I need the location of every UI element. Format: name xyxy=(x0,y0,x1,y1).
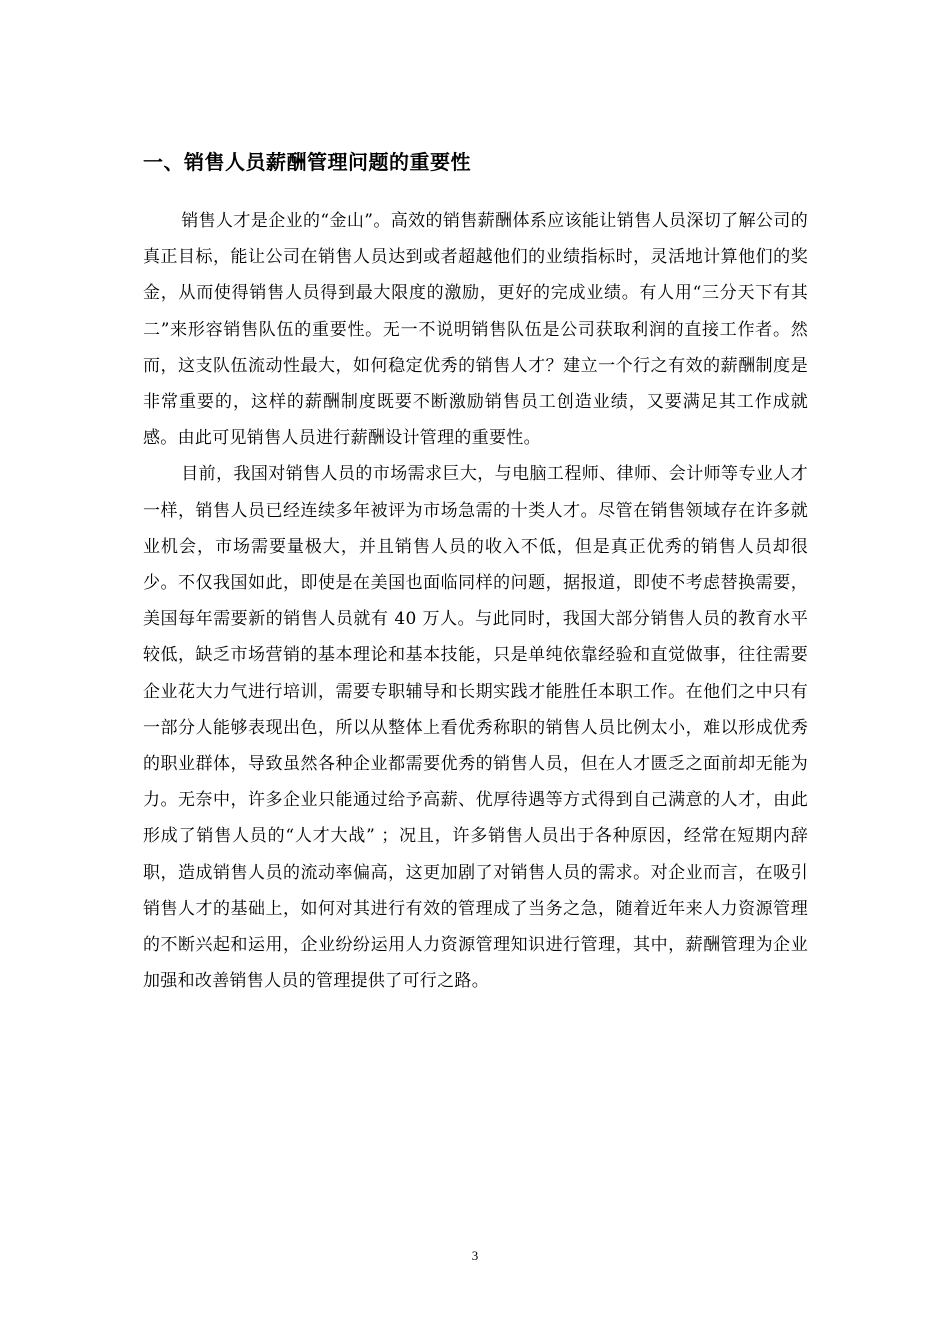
page-number: 3 xyxy=(471,1248,479,1263)
paragraph-2: 目前，我国对销售人员的市场需求巨大，与电脑工程师、律师、会计师等专业人才一样，销售人员已经连续多年被评为市场急需的十类人才。尽管在销售领域存在许多就业机会，市场需要量极大，并且销售人员的收入不低，但是真正优秀的销售人员却很少。不仅我国如此，即使是在美国也面临同样的问题，据报道，即使不考虑替换需要，美国每年需要新的销售人员就有 40 万人。与此同时，我国大部分销售人员的教育水平较低，缺乏市场营销的基本理论和基本技能，只是单纯依靠经验和直觉做事，往往需要企业花大力气进行培训，需要专职辅导和长期实践才能胜任本职工作。在他们之中只有一部分人能够表现出色，所以从整体上看优秀称职的销售人员比例太小，难以形成优秀的职业群体，导致虽然各种企业都需要优秀的销售人员，但在人才匮乏之面前却无能为力。无奈中，许多企业只能通过给予高薪、优厚待遇等方式得到自己满意的人才，由此形成了销售人员的“人才大战” ；况且，许多销售人员出于各种原因，经常在短期内辞职，造成销售人员的流动率偏高，这更加剧了对销售人员的需求。对企业而言，在吸引销售人才的基础上，如何对其进行有效的管理成了当务之急，随着近年来人力资源管理的不断兴起和运用，企业纷纷运用人力资源管理知识进行管理，其中，薪酬管理为企业加强和改善销售人员的管理提供了可行之路。 xyxy=(143,464,808,992)
paragraph-1: 销售人才是企业的“金山”。高效的销售薪酬体系应该能让销售人员深切了解公司的真正目标，能让公司在销售人员达到或者超越他们的业绩指标时，灵活地计算他们的奖金，从而使得销售人员得到最大限度的激励，更好的完成业绩。有人用“三分天下有其二”来形容销售队伍的重要性。无一不说明销售队伍是公司获取利润的直接工作者。然而，这支队伍流动性最大，如何稳定优秀的销售人才？建立一个行之有效的薪酬制度是非常重要的，这样的薪酬制度既要不断激励销售员工创造业绩，又要满足其工作成就感。由此可见销售人员进行薪酬设计管理的重要性。 xyxy=(143,211,808,449)
body-text xyxy=(143,203,808,999)
section-heading: 一、销售人员薪酬管理问题的重要性 xyxy=(143,150,471,174)
